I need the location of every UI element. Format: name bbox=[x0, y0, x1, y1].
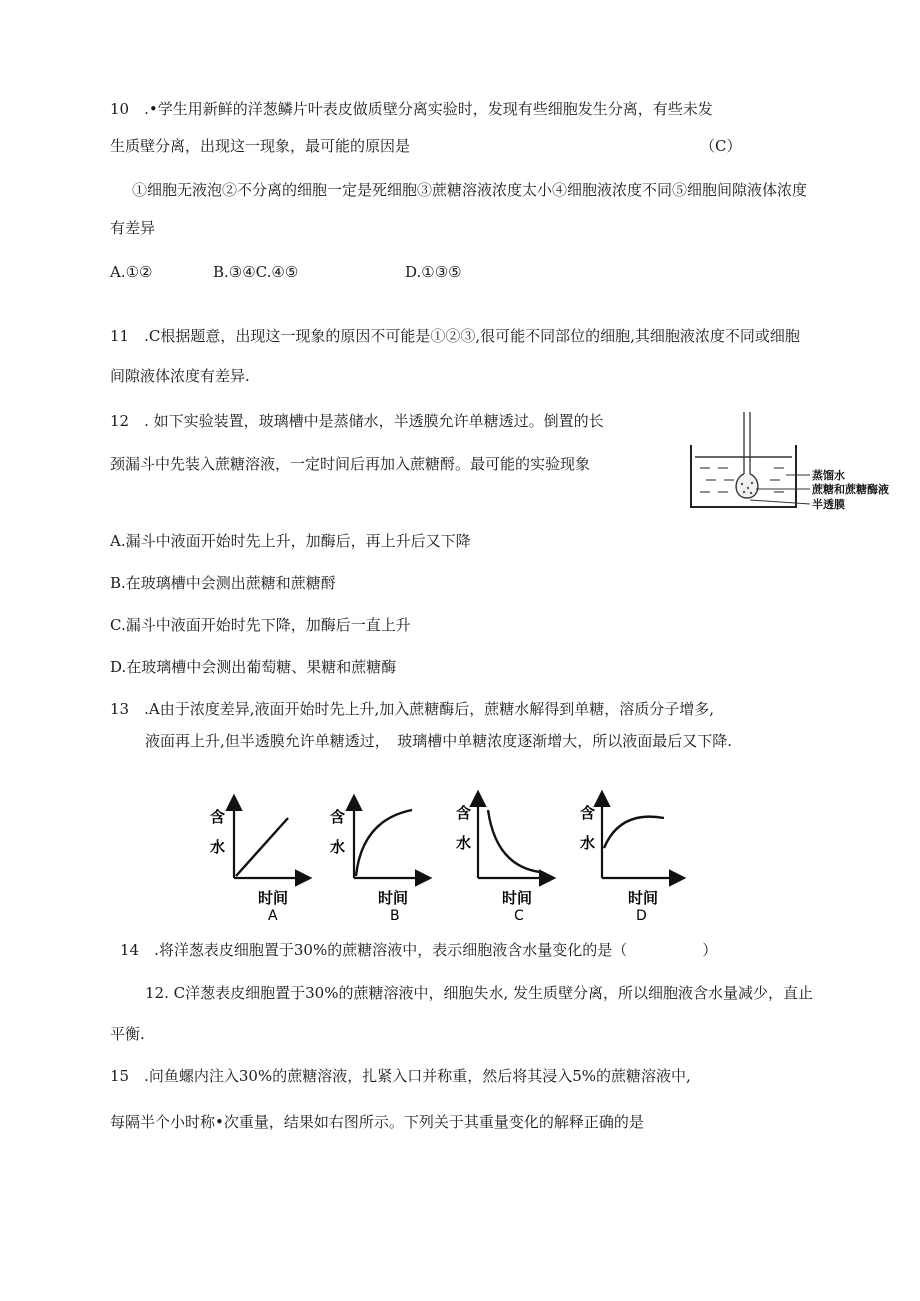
q11-line1: 11 .C根据题意，出现这一现象的原因不可能是①②③,很可能不同部位的细胞,其细胞液浓度不同或细胞 bbox=[110, 327, 800, 345]
q10-options-line2: 有差异 bbox=[110, 219, 156, 237]
graph-b-y-label-1: 含 bbox=[330, 808, 346, 826]
q10-stem-line1: 10 .•学生用新鲜的洋葱鳞片叶表皮做质壁分离实验时，发现有些细胞发生分离，有些未发 bbox=[110, 100, 713, 118]
q12-option-b: B.在玻璃槽中会测出蔗糖和蔗糖酹 bbox=[110, 574, 336, 592]
label-sucrose-enzyme-solution: 蔗糖和蔗糖酶液 bbox=[812, 483, 889, 496]
q14-answer-line1: 12. C洋葱表皮细胞置于30%的蔗糖溶液中，细胞失水, 发生质壁分离，所以细胞液含水量减少，直止 bbox=[145, 984, 813, 1002]
graph-d-y-label-1: 含 bbox=[580, 804, 596, 822]
q11-line2: 间隙液体浓度有差异. bbox=[110, 367, 250, 385]
q13-line1: 13 .A由于浓度差异,液面开始时先上升,加入蔗糖酶后，蔗糖水解得到单糖，溶质分子增多, bbox=[110, 700, 714, 718]
q10-choice-d: D.①③⑤ bbox=[405, 263, 462, 281]
graph-b-curve bbox=[356, 810, 412, 876]
graph-c-x-label: 时间 bbox=[502, 889, 533, 907]
q14-answer-line2: 平衡. bbox=[110, 1025, 145, 1043]
graph-d-x-label: 时间 bbox=[628, 889, 659, 907]
graph-c-y-label-1: 含 bbox=[456, 804, 472, 822]
osmosis-apparatus-figure bbox=[686, 410, 906, 515]
graph-a bbox=[210, 798, 308, 924]
graph-a-letter: A bbox=[268, 908, 278, 924]
graph-b bbox=[330, 798, 428, 924]
graph-c bbox=[456, 794, 552, 924]
q15-line2: 每隔半个小时称•次重量，结果如右图所示。下列关于其重量变化的解释正确的是 bbox=[110, 1113, 644, 1131]
graph-a-y-label-2: 水 bbox=[210, 838, 226, 856]
q14-question: 14 .将洋葱表皮细胞置于30%的蔗糖溶液中，表示细胞液含水量变化的是（ ） bbox=[120, 941, 718, 959]
q13-line2: 液面再上升,但半透膜允许单糖透过， 玻璃槽中单糖浓度逐渐增大，所以液面最后又下降. bbox=[145, 732, 733, 750]
graph-b-y-label-2: 水 bbox=[330, 838, 346, 856]
q12-stem-line1: 12 . 如下实验装置，玻璃槽中是蒸储水，半透膜允许单糖透过。倒置的长 bbox=[110, 412, 604, 430]
graph-c-letter: C bbox=[514, 908, 524, 924]
q10-choice-a: A.①② bbox=[110, 263, 153, 281]
graph-a-curve bbox=[236, 818, 288, 876]
graph-d-curve bbox=[604, 817, 664, 848]
q12-option-a: A.漏斗中液面开始时先上升，加酶后，再上升后又下降 bbox=[110, 532, 471, 550]
graph-d bbox=[580, 794, 682, 924]
q12-option-c: C.漏斗中液面开始时先下降，加酶后一直上升 bbox=[110, 616, 411, 634]
label-distilled-water: 蒸馏水 bbox=[812, 469, 845, 482]
label-semipermeable-membrane: 半透膜 bbox=[812, 498, 845, 511]
q12-stem-line2: 颈漏斗中先装入蔗糖溶液，一定时间后再加入蔗糖酹。最可能的实验现象 bbox=[110, 455, 591, 473]
q10-options-line1: ①细胞无液泡②不分离的细胞一定是死细胞③蔗糖溶液浓度太小④细胞液浓度不同⑤细胞间隙液体浓度 bbox=[132, 181, 808, 199]
graph-a-x-label: 时间 bbox=[258, 889, 289, 907]
graph-b-letter: B bbox=[390, 908, 400, 924]
q10-answer: （C） bbox=[700, 137, 742, 155]
q10-stem-line2: 生质壁分离，出现这一现象，最可能的原因是 bbox=[110, 137, 411, 155]
graph-d-y-label-2: 水 bbox=[580, 834, 596, 852]
graph-a-y-label-1: 含 bbox=[210, 808, 226, 826]
water-content-graphs bbox=[196, 790, 706, 925]
q12-option-d: D.在玻璃槽中会测出葡萄糖、果糖和蔗糖酶 bbox=[110, 658, 397, 676]
q15-line1: 15 .问鱼螺内注入30%的蔗糖溶液，扎紧入口并称重，然后将其浸入5%的蔗糖溶液中, bbox=[110, 1067, 691, 1085]
graph-d-letter: D bbox=[636, 908, 647, 924]
graph-c-curve bbox=[488, 810, 540, 872]
graph-b-x-label: 时间 bbox=[378, 889, 409, 907]
q10-choice-bc: B.③④C.④⑤ bbox=[213, 263, 299, 281]
graph-c-y-label-2: 水 bbox=[456, 834, 472, 852]
